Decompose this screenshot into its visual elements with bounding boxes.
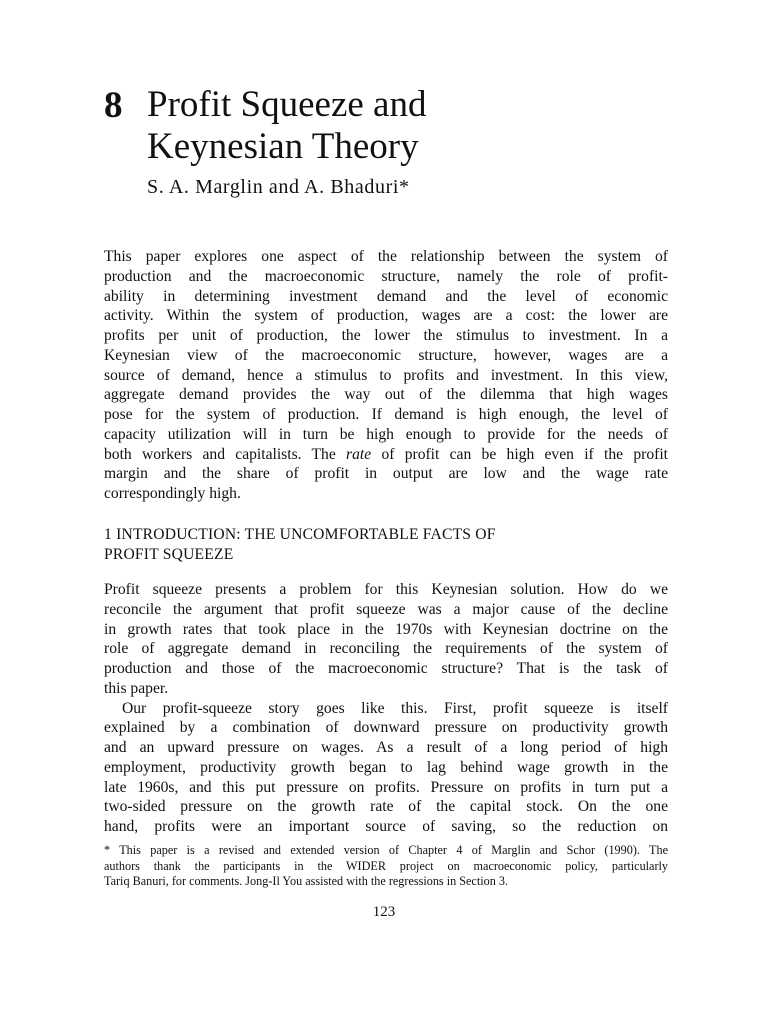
chapter-number: 8 [104, 85, 123, 126]
abstract-line: correspondingly high. [104, 485, 241, 502]
body-line: this paper. [104, 679, 169, 697]
footnote-line: authors thank the participants in the WIDER project on macroeconomic policy, particularly [104, 858, 668, 873]
chapter-title-line: Profit Squeeze and [147, 84, 427, 125]
body-line: role of aggregate demand in reconciling the requirements of the system of [104, 640, 668, 658]
abstract-line: source of demand, hence a stimulus to profits and investment. In this view, [104, 366, 668, 384]
abstract-line: pose for the system of production. If demand is high enough, the level of [104, 406, 668, 423]
chapter-authors: S. A. Marglin and A. Bhaduri* [147, 176, 410, 198]
footnote-line: Tariq Banuri, for comments. Jong-Il You assisted with the regressions in Section 3. [104, 874, 508, 889]
body-line: hand, profits were an important source of saving, so the reduction on [104, 818, 668, 835]
body-line: explained by a combination of downward pressure on productivity growth [104, 719, 668, 737]
chapter-title [147, 84, 667, 168]
abstract-line: capacity utilization will in turn be high enough to provide for the needs of [104, 425, 668, 443]
footnote [104, 843, 668, 890]
section-body [104, 580, 668, 837]
section-heading-line: PROFIT SQUEEZE [104, 545, 234, 563]
abstract-line: profits per unit of production, the lower the stimulus to investment. In a [104, 327, 668, 344]
abstract-line: Keynesian view of the macroeconomic structure, however, wages are a [104, 346, 668, 364]
abstract-line: production and the macroeconomic structure, namely the role of profit- [104, 267, 668, 285]
body-line: late 1960s, and this put pressure on profits. Pressure on profits in turn put a [104, 778, 668, 796]
abstract-line: ability in determining investment demand and the level of economic [104, 287, 668, 305]
abstract-line: aggregate demand provides the way out of the dilemma that high wages [104, 386, 668, 404]
footnote-line: * This paper is a revised and extended version of Chapter 4 of Marglin and Schor (1990). The [104, 843, 668, 857]
body-line: and an upward pressure on wages. As a result of a long period of high [104, 739, 668, 756]
abstract-line-with-emphasis [104, 445, 668, 465]
abstract-line: activity. Within the system of production, wages are a cost: the lower are [104, 307, 668, 325]
emphasized-word: rate [346, 445, 372, 463]
body-line: in growth rates that took place in the 1970s with Keynesian doctrine on the [104, 620, 668, 638]
abstract-text: of profit can be high even if the profit [371, 445, 668, 463]
abstract-line: This paper explores one aspect of the relationship between the system of [104, 248, 668, 265]
abstract-text: both workers and capitalists. The [104, 445, 347, 463]
body-line: employment, productivity growth began to lag behind wage growth in the [104, 758, 668, 776]
page-number: 123 [372, 904, 396, 920]
body-line: Our profit-squeeze story goes like this. First, profit squeeze is itself [122, 699, 668, 717]
abstract-line: margin and the share of profit in output are low and the wage rate [104, 465, 668, 483]
body-line: Profit squeeze presents a problem for this Keynesian solution. How do we [104, 581, 668, 598]
body-line: production and those of the macroeconomic structure? That is the task of [104, 660, 668, 677]
abstract-paragraph [104, 247, 668, 504]
section-heading [104, 525, 668, 564]
chapter-title-line: Keynesian Theory [147, 126, 419, 167]
body-line: two-sided pressure on the growth rate of the capital stock. On the one [104, 798, 668, 816]
section-heading-line: 1 INTRODUCTION: THE UNCOMFORTABLE FACTS OF [104, 526, 496, 543]
body-line: reconcile the argument that profit squeeze was a major cause of the decline [104, 600, 668, 618]
